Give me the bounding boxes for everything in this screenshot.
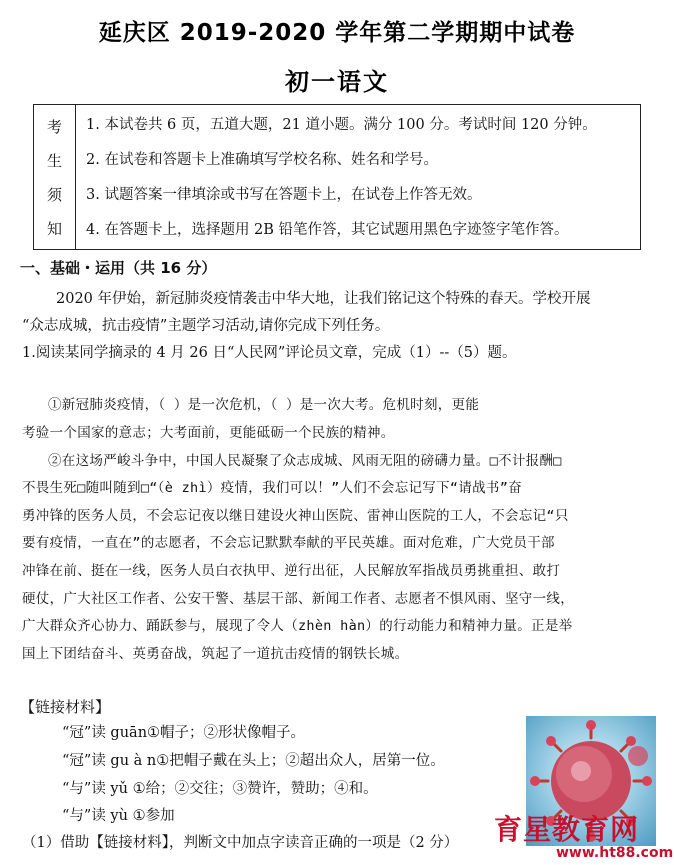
intro-line: “众志成城，抗击疫情”主题学习活动,请你完成下列任务。 [22, 318, 390, 334]
article-line: 国上下团结奋斗、英勇奋战，筑起了一道抗击疫情的钢铁长城。 [22, 646, 409, 662]
notice-side-char: 考 [46, 117, 62, 136]
page-title: 延庆区 2019-2020 学年第二学期期中试卷 [98, 20, 576, 46]
article-line: 考验一个国家的意志；大考面前，更能砥砺一个民族的精神。 [22, 425, 395, 441]
article-line: 硬仗，广大社区工作者、公安干警、基层干部、新闻工作者、志愿者不惧风雨、坚守一线， [22, 591, 574, 607]
question-1: 1.阅读某同学摘录的 4 月 26 日“人民网”评论员文章，完成（1）--（5）题。 [22, 345, 517, 361]
watermark-url: www.ht88.com [556, 845, 674, 861]
article-line: 不畏生死□随叫随到□“（è zhì）疫情，我们可以！”人们不会忘记写下“请战书”奋 [22, 480, 522, 496]
section-heading: 一、基础・运用（共 16 分） [20, 259, 217, 277]
question-1-1: （1）借助【链接材料】，判断文中加点字读音正确的一项是（2 分） [22, 835, 459, 851]
notice-side-label [34, 105, 76, 249]
article-line: ②在这场严峻斗争中，中国人民凝聚了众志成城、风雨无阻的磅礴力量。□不计报酬□ [48, 453, 562, 469]
link-line: “冠”读 guān①帽子；②形状像帽子。 [62, 725, 306, 741]
notice-side-char: 须 [46, 185, 62, 204]
article-line: 要有疫情，一直在”的志愿者，不会忘记默默奉献的平民英雄。面对危难，广大党员干部 [22, 535, 555, 551]
link-line: “冠”读 gu à n①把帽子戴在头上；②超出众人，居第一位。 [62, 753, 445, 769]
notice-item: 4. 在答题卡上，选择题用 2B 铅笔作答，其它试题用黑色字迹签字笔作答。 [86, 222, 569, 238]
page-subtitle: 初一语文 [285, 68, 389, 96]
link-heading: 【链接材料】 [20, 698, 111, 716]
exam-notice-box [33, 104, 641, 250]
article-line: 冲锋在前、挺在一线，医务人员白衣执甲、逆行出征，人民解放军指战员勇挑重担、敢打 [22, 563, 561, 579]
notice-item: 2. 在试卷和答题卡上准确填写学校名称、姓名和学号。 [86, 152, 438, 168]
notice-side-char: 生 [46, 151, 62, 170]
article-line: 勇冲锋的医务人员，不会忘记夜以继日建设火神山医院、雷神山医院的工人，不会忘记“只 [22, 508, 569, 524]
notice-item: 3. 试题答案一律填涂或书写在答题卡上，在试卷上作答无效。 [86, 187, 482, 203]
watermark-brand: 育星教育网 [494, 813, 640, 846]
link-line: “与”读 yǔ ①给；②交往；③赞许，赞助；④和。 [62, 781, 378, 797]
link-line: “与”读 yù ①参加 [62, 808, 175, 824]
notice-items [76, 105, 640, 249]
article-line: 广大群众齐心协力、踊跃参与，展现了令人（zhèn hàn）的行动能力和精神力量。正是举 [22, 618, 573, 634]
notice-side-char: 知 [46, 219, 62, 238]
notice-item: 1. 本试卷共 6 页，五道大题，21 道小题。满分 100 分。考试时间 120 分钟。 [86, 117, 597, 133]
article-line: ①新冠肺炎疫情，（ ）是一次危机，（ ）是一次大考。危机时刻，更能 [48, 397, 480, 413]
intro-line: 2020 年伊始，新冠肺炎疫情袭击中华大地，让我们铭记这个特殊的春天。学校开展 [56, 291, 591, 307]
